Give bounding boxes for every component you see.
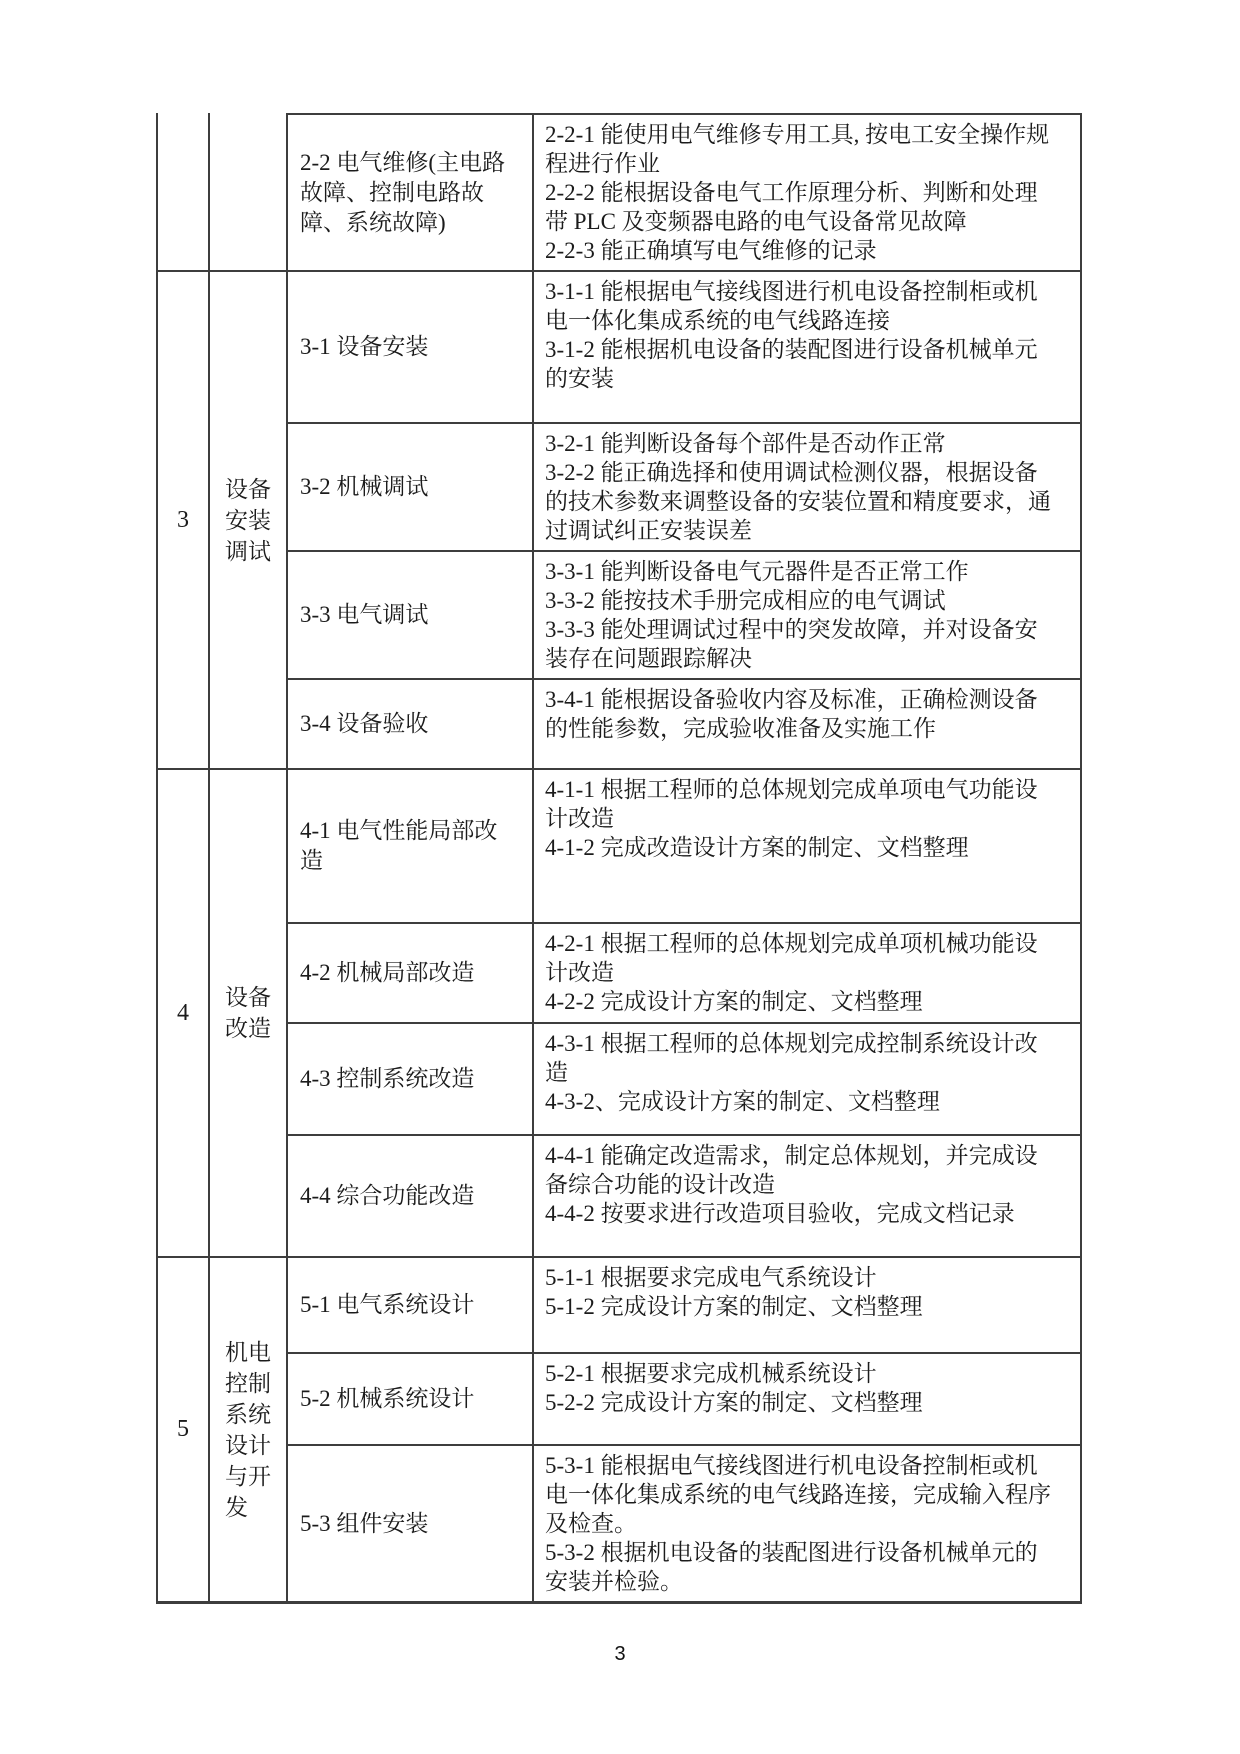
- work-item-label: 3-2 机械调试: [300, 474, 429, 499]
- requirements-cell: [532, 272, 1080, 422]
- work-item-cell: [286, 678, 532, 768]
- category-line: 调试: [225, 538, 271, 564]
- requirement-line: 2-2-1 能使用电气维修专用工具, 按电工安全操作规程进行作业: [545, 122, 1050, 176]
- work-item-cell: [286, 1258, 532, 1352]
- requirement-line: 4-4-1 能确定改造需求，制定总体规划，并完成设备综合功能的设计改造: [545, 1143, 1038, 1197]
- category-line: 发: [225, 1494, 248, 1520]
- requirement-line: 3-2-1 能判断设备每个部件是否动作正常: [545, 431, 946, 456]
- requirements-cell: [532, 678, 1080, 768]
- requirement-line: 4-2-1 根据工程师的总体规划完成单项机械功能设计改造: [545, 931, 1038, 985]
- requirement-line: 2-2-2 能根据设备电气工作原理分析、判断和处理带 PLC 及变频器电路的电气设备常见故障: [545, 180, 1038, 234]
- category-line: 设备: [225, 985, 271, 1010]
- requirements-cell: [532, 422, 1080, 550]
- work-item-label: 5-2 机械系统设计: [300, 1386, 475, 1411]
- requirement-line: 4-2-2 完成设计方案的制定、文档整理: [545, 989, 923, 1014]
- requirement-line: 4-3-1 根据工程师的总体规划完成控制系统设计改造: [545, 1031, 1038, 1085]
- work-item-label: 5-1 电气系统设计: [300, 1292, 475, 1317]
- work-item-label: 3-4 设备验收: [300, 711, 429, 736]
- work-item-label: 3-1 设备安装: [300, 334, 429, 359]
- work-item-cell: [286, 1444, 532, 1601]
- requirement-line: 3-3-3 能处理调试过程中的突发故障，并对设备安装存在问题跟踪解决: [545, 617, 1038, 671]
- category-cell: [208, 1258, 286, 1601]
- table-section: [158, 768, 1080, 1256]
- table-section: [158, 113, 1080, 270]
- requirements-cell: [532, 770, 1080, 922]
- category-line: 设备: [225, 476, 271, 502]
- work-item-cell: [286, 770, 532, 922]
- requirements-cell: [532, 1022, 1080, 1134]
- requirements-cell: [532, 922, 1080, 1022]
- category-line: 控制: [225, 1370, 271, 1396]
- category-line: 系统: [225, 1401, 271, 1427]
- page-number: 3: [614, 1643, 626, 1665]
- skill-requirements-table: [156, 113, 1082, 1604]
- work-item-cell: [286, 550, 532, 678]
- requirements-cell: [532, 1352, 1080, 1444]
- requirements-cell: [532, 1444, 1080, 1601]
- category-cell: [208, 272, 286, 768]
- category-cell: [208, 770, 286, 1256]
- work-item-cell: [286, 922, 532, 1022]
- work-item-cell: [286, 1134, 532, 1256]
- category-line: 机电: [225, 1339, 271, 1365]
- requirement-line: 5-3-1 能根据电气接线图进行机电设备控制柜或机电一体化集成系统的电气线路连接，完成输入程序及检查。: [545, 1453, 1051, 1536]
- row-number-cell: [158, 770, 208, 1256]
- requirement-line: 3-3-2 能按技术手册完成相应的电气调试: [545, 588, 946, 613]
- requirement-line: 5-2-1 根据要求完成机械系统设计: [545, 1361, 877, 1386]
- row-number-cell: [158, 1258, 208, 1601]
- requirement-line: 4-1-2 完成改造设计方案的制定、文档整理: [545, 835, 969, 860]
- work-item-label: 5-3 组件安装: [300, 1510, 429, 1536]
- work-item-label: 2-2 电气维修(主电路故障、控制电路故障、系统故障): [300, 149, 506, 235]
- work-item-cell: [286, 1022, 532, 1134]
- work-item-cell: [286, 1352, 532, 1444]
- requirement-line: 4-4-2 按要求进行改造项目验收，完成文档记录: [545, 1201, 1015, 1226]
- row-number-text: 5: [177, 1416, 189, 1442]
- category-line: 安装: [225, 507, 271, 533]
- table-section: [158, 270, 1080, 768]
- work-item-label: 4-4 综合功能改造: [300, 1183, 475, 1208]
- category-line: 与开: [225, 1463, 271, 1489]
- requirement-line: 3-1-1 能根据电气接线图进行机电设备控制柜或机电一体化集成系统的电气线路连接: [545, 279, 1038, 333]
- requirements-cell: [532, 550, 1080, 678]
- requirement-line: 4-3-2、完成设计方案的制定、文档整理: [545, 1089, 940, 1114]
- row-number-text: 3: [177, 506, 189, 533]
- requirement-line: 3-1-2 能根据机电设备的装配图进行设备机械单元的安装: [545, 337, 1038, 391]
- requirement-line: 3-4-1 能根据设备验收内容及标准，正确检测设备的性能参数，完成验收准备及实施工作: [545, 687, 1038, 741]
- category-line: 设计: [225, 1432, 271, 1458]
- table-section: [158, 1256, 1080, 1601]
- requirement-line: 5-1-2 完成设计方案的制定、文档整理: [545, 1294, 923, 1319]
- requirement-line: 3-2-2 能正确选择和使用调试检测仪器，根据设备的技术参数来调整设备的安装位置和精度要求，通过调试纠正安装误差: [545, 460, 1051, 543]
- row-number-text: 4: [177, 999, 189, 1026]
- requirement-line: 5-2-2 完成设计方案的制定、文档整理: [545, 1390, 923, 1415]
- requirements-cell: [532, 1258, 1080, 1352]
- row-number-cell: [158, 272, 208, 768]
- requirement-line: 4-1-1 根据工程师的总体规划完成单项电气功能设计改造: [545, 777, 1038, 831]
- requirements-cell: [532, 113, 1080, 270]
- work-item-label: 4-1 电气性能局部改造: [300, 818, 498, 873]
- work-item-label: 4-3 控制系统改造: [300, 1066, 475, 1091]
- work-item-label: 3-3 电气调试: [300, 602, 429, 627]
- requirements-cell: [532, 1134, 1080, 1256]
- requirement-line: 5-1-1 根据要求完成电气系统设计: [545, 1265, 877, 1290]
- category-line: 改造: [225, 1016, 271, 1041]
- work-item-cell: [286, 272, 532, 422]
- work-item-label: 4-2 机械局部改造: [300, 960, 475, 985]
- category-cell: [208, 113, 286, 270]
- requirement-line: 3-3-1 能判断设备电气元器件是否正常工作: [545, 559, 969, 584]
- work-item-cell: [286, 422, 532, 550]
- work-item-cell: [286, 113, 532, 270]
- requirement-line: 5-3-2 根据机电设备的装配图进行设备机械单元的安装并检验。: [545, 1540, 1038, 1594]
- row-number-cell: [158, 113, 208, 270]
- requirement-line: 2-2-3 能正确填写电气维修的记录: [545, 238, 877, 263]
